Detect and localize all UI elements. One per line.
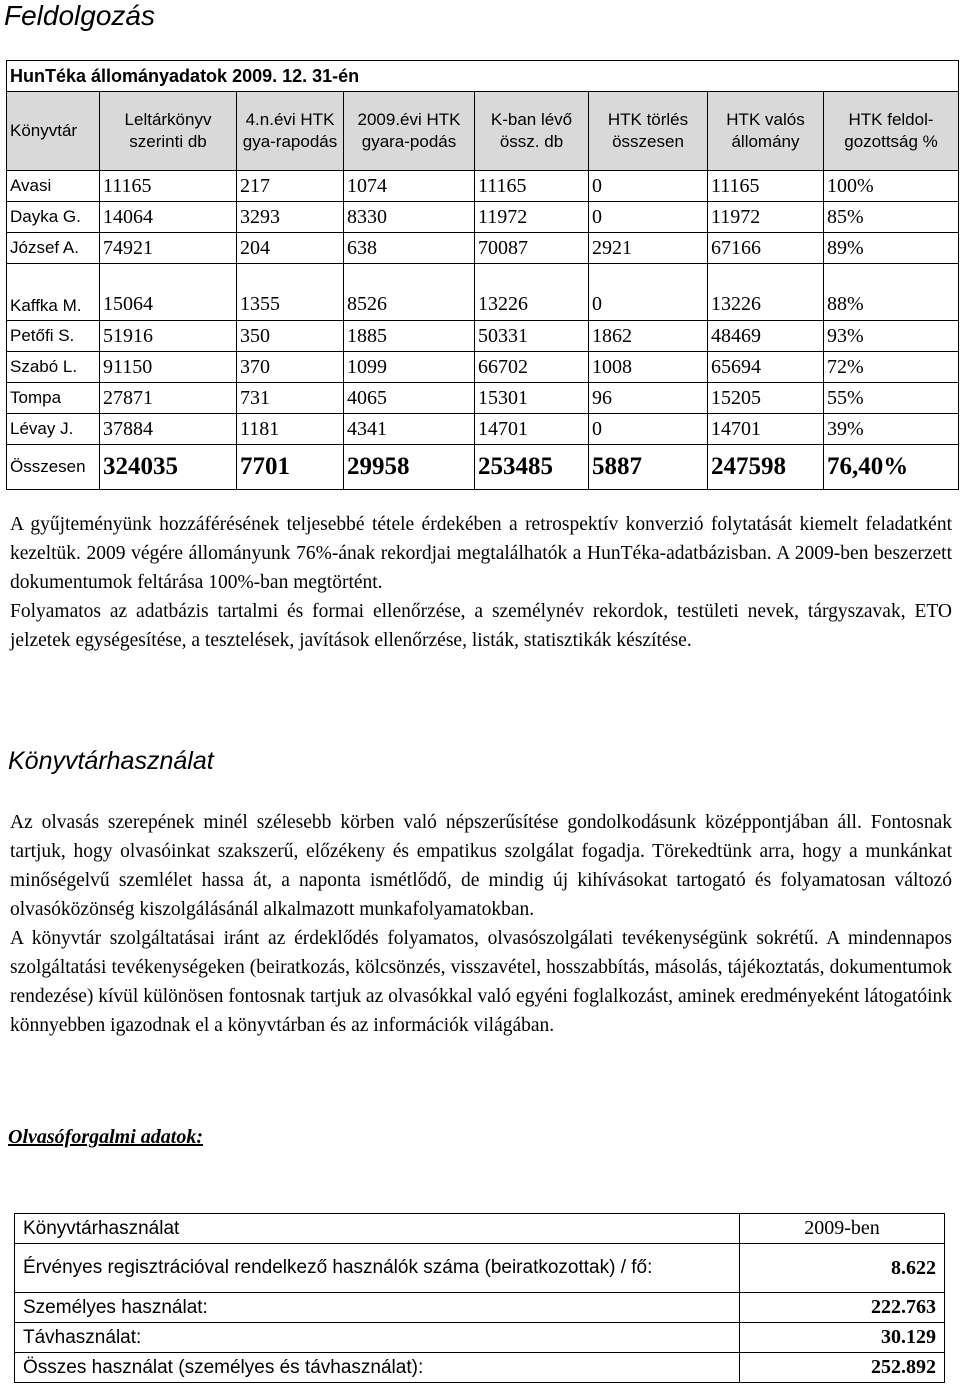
stock-table-header [7, 92, 959, 171]
cell-processed: 93% [824, 321, 959, 352]
usage-value: 30.129 [740, 1323, 945, 1353]
cell-actual: 14701 [708, 414, 824, 445]
cell-year-2009: 638 [344, 233, 475, 264]
cell-year-2009: 4341 [344, 414, 475, 445]
cell-inventory: 27871 [100, 383, 237, 414]
paragraph: Az olvasás szerepének minél szélesebb körben való népszerűsítése gondolkodásunk középpontjában áll. Fontosnak tartjuk, hogy olvasóinkat szakszerű, előzékeny és empatikus szolgálat fogadja. Törekedtünk arra, hogy a munkánkat minőségelvű szemlélet hassa át, a naponta ismétlődő, de mindig új kihívásokat tartogató és folyamatosan változó olvasóközönség kiszolgálásánál alkalmazott munkafolyamatokban. [10, 812, 952, 920]
cell-library: Dayka G. [7, 202, 100, 233]
cell-actual: 11972 [708, 202, 824, 233]
table-row [7, 202, 959, 233]
usage-header-label: Könyvtárhasználat [15, 1214, 740, 1244]
processing-text [10, 510, 952, 655]
cell-library: Szabó L. [7, 352, 100, 383]
table-row [7, 171, 959, 202]
section-title-konyvtarhasznalat: Könyvtárhasználat [8, 747, 214, 775]
cell-year-2009: 8526 [344, 264, 475, 321]
cell-prev-year: 1181 [237, 414, 344, 445]
table-row [15, 1293, 945, 1323]
cell-processed: 88% [824, 264, 959, 321]
table-row [7, 414, 959, 445]
cell-inventory: 74921 [100, 233, 237, 264]
cell-processed: 100% [824, 171, 959, 202]
subsection-title: Olvasóforgalmi adatok: [8, 1126, 203, 1148]
cell-processed: 85% [824, 202, 959, 233]
total-processed: 76,40% [824, 445, 959, 490]
cell-prev-year: 350 [237, 321, 344, 352]
cell-kban: 11972 [475, 202, 589, 233]
total-prev-year: 7701 [237, 445, 344, 490]
library-use-text [10, 808, 952, 1040]
cell-deleted: 1862 [589, 321, 708, 352]
stock-table [6, 60, 958, 480]
cell-inventory: 11165 [100, 171, 237, 202]
cell-actual: 67166 [708, 233, 824, 264]
usage-header-value: 2009-ben [740, 1214, 945, 1244]
cell-inventory: 51916 [100, 321, 237, 352]
paragraph: A könyvtár szolgáltatásai iránt az érdeklődés folyamatos, olvasószolgálati tevékenységünk sokrétű. A mindennapos szolgáltatási tevékenységeken (beiratkozás, kölcsönzés, visszavétel, hosszabbítás, másolás, tájékoztatás, dokumentumok rendezése) kívül különösen fontosnak tartjuk az olvasókkal való egyéni foglalkozást, aminek eredményeként látogatóink könnyebben igazodnak el a könyvtárban és az információk világában. [10, 928, 952, 1036]
header-kban: K-ban lévő össz. db [475, 92, 589, 171]
usage-label: Összes használat (személyes és távhasználat): [15, 1353, 740, 1383]
usage-table [14, 1213, 944, 1383]
header-inventory: Leltárkönyv szerinti db [100, 92, 237, 171]
table-row [7, 264, 959, 321]
cell-prev-year: 204 [237, 233, 344, 264]
cell-actual: 48469 [708, 321, 824, 352]
cell-deleted: 1008 [589, 352, 708, 383]
cell-library: József A. [7, 233, 100, 264]
cell-prev-year: 3293 [237, 202, 344, 233]
cell-deleted: 0 [589, 414, 708, 445]
usage-header-row [15, 1214, 945, 1244]
total-deleted: 5887 [589, 445, 708, 490]
stock-table-caption: HunTéka állományadatok 2009. 12. 31-én [7, 61, 959, 92]
cell-inventory: 15064 [100, 264, 237, 321]
section-title-feldolgozas: Feldolgozás [4, 0, 155, 31]
cell-processed: 72% [824, 352, 959, 383]
cell-deleted: 2921 [589, 233, 708, 264]
cell-prev-year: 1355 [237, 264, 344, 321]
cell-processed: 55% [824, 383, 959, 414]
total-kban: 253485 [475, 445, 589, 490]
table-row [7, 233, 959, 264]
cell-library: Kaffka M. [7, 264, 100, 321]
cell-year-2009: 1885 [344, 321, 475, 352]
header-prev-year: 4.n.évi HTK gya-rapodás [237, 92, 344, 171]
usage-value: 252.892 [740, 1353, 945, 1383]
paragraph: Folyamatos az adatbázis tartalmi és formai ellenőrzése, a személynév rekordok, testületi nevek, tárgyszavak, ETO jelzetek egységesítése, a tesztelések, javítások ellenőrzése, listák, statisztikák készítése. [10, 601, 952, 651]
header-year-2009: 2009.évi HTK gyara-podás [344, 92, 475, 171]
total-year-2009: 29958 [344, 445, 475, 490]
usage-value: 8.622 [740, 1244, 945, 1293]
cell-library: Petőfi S. [7, 321, 100, 352]
cell-year-2009: 8330 [344, 202, 475, 233]
cell-library: Lévay J. [7, 414, 100, 445]
cell-actual: 15205 [708, 383, 824, 414]
header-deleted: HTK törlés összesen [589, 92, 708, 171]
table-row [15, 1323, 945, 1353]
cell-deleted: 0 [589, 171, 708, 202]
cell-year-2009: 1074 [344, 171, 475, 202]
cell-inventory: 14064 [100, 202, 237, 233]
cell-prev-year: 370 [237, 352, 344, 383]
header-actual: HTK valós állomány [708, 92, 824, 171]
paragraph: A gyűjteményünk hozzáférésének teljesebbé tétele érdekében a retrospektív konverzió folytatását kiemelt feladatként kezeltük. 2009 végére állományunk 76%-ának rekordjai megtalálhatók a HunTéka-adatbázisban. A 2009-ben beszerzett dokumentumok feltárása 100%-ban megtörtént. [10, 514, 952, 593]
cell-kban: 14701 [475, 414, 589, 445]
table-row [15, 1244, 945, 1293]
cell-kban: 50331 [475, 321, 589, 352]
cell-kban: 66702 [475, 352, 589, 383]
cell-kban: 70087 [475, 233, 589, 264]
cell-year-2009: 4065 [344, 383, 475, 414]
cell-prev-year: 731 [237, 383, 344, 414]
table-total-row [7, 445, 959, 490]
cell-deleted: 0 [589, 202, 708, 233]
cell-inventory: 37884 [100, 414, 237, 445]
table-row [7, 321, 959, 352]
cell-kban: 15301 [475, 383, 589, 414]
cell-library: Avasi [7, 171, 100, 202]
cell-kban: 13226 [475, 264, 589, 321]
cell-actual: 11165 [708, 171, 824, 202]
cell-kban: 11165 [475, 171, 589, 202]
table-row [7, 383, 959, 414]
total-library: Összesen [7, 445, 100, 490]
total-actual: 247598 [708, 445, 824, 490]
table-row [15, 1353, 945, 1383]
cell-actual: 65694 [708, 352, 824, 383]
cell-deleted: 0 [589, 264, 708, 321]
cell-year-2009: 1099 [344, 352, 475, 383]
cell-deleted: 96 [589, 383, 708, 414]
cell-processed: 89% [824, 233, 959, 264]
header-processed: HTK feldol-gozottság % [824, 92, 959, 171]
header-library: Könyvtár [7, 92, 100, 171]
cell-processed: 39% [824, 414, 959, 445]
cell-prev-year: 217 [237, 171, 344, 202]
table-row [7, 352, 959, 383]
cell-actual: 13226 [708, 264, 824, 321]
total-inventory: 324035 [100, 445, 237, 490]
usage-label: Érvényes regisztrációval rendelkező használók száma (beiratkozottak) / fő: [15, 1244, 740, 1293]
usage-value: 222.763 [740, 1293, 945, 1323]
usage-label: Távhasználat: [15, 1323, 740, 1353]
cell-library: Tompa [7, 383, 100, 414]
usage-label: Személyes használat: [15, 1293, 740, 1323]
cell-inventory: 91150 [100, 352, 237, 383]
